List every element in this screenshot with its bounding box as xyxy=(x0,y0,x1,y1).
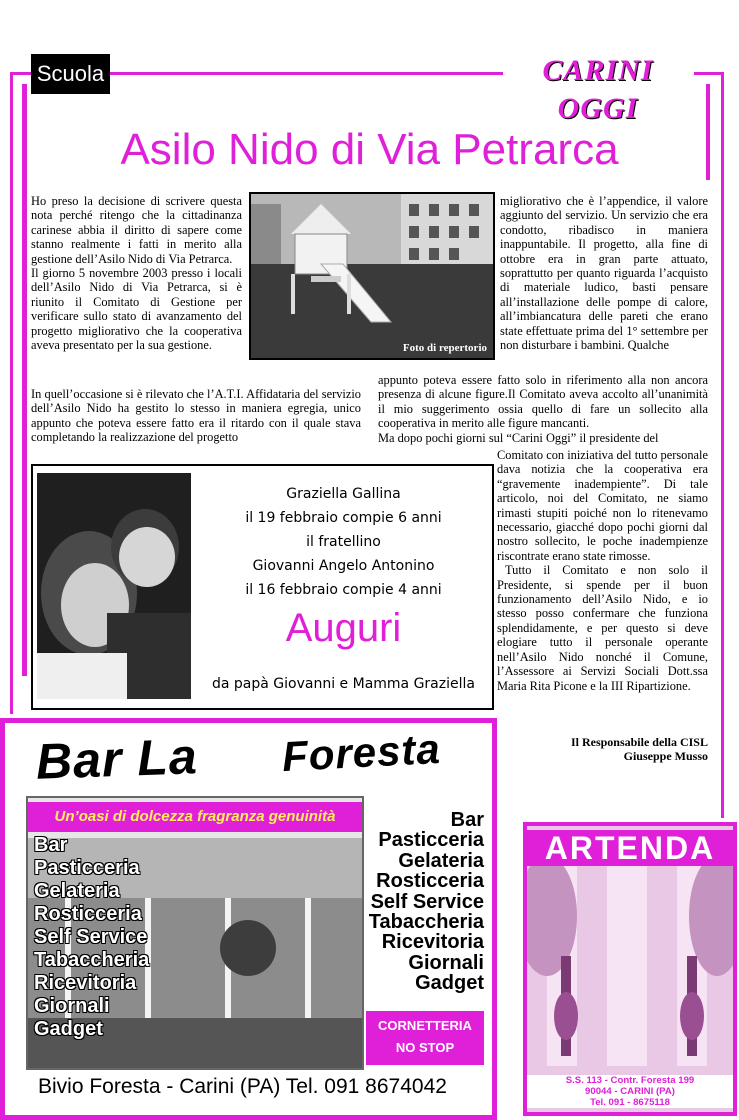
paragraph: In quell’occasione si è rilevato che l’A.T.I. Affidataria del servizio dell’Asilo Nido ha gestito lo stesso in maniera egregia, unico appunto che poteva essere fatto era il ritardo con il quale stava completando la realizzazione del progetto xyxy=(31,387,361,445)
artenda-address xyxy=(527,1075,733,1108)
bar-address: Bivio Foresta - Carini (PA) Tel. 091 8674042 xyxy=(38,1075,447,1098)
service-item: Bar xyxy=(34,834,68,856)
cornetteria-text: NO STOP xyxy=(395,1040,455,1055)
service-item: Self Service xyxy=(34,926,148,948)
artenda-advert xyxy=(523,822,737,1116)
curtain-illustration xyxy=(527,826,733,1112)
birthday-box xyxy=(31,464,494,710)
children-photo xyxy=(37,473,191,699)
service-item: Gadget xyxy=(34,1018,103,1040)
birthday-line: Giovanni Angelo Antonino xyxy=(252,558,435,574)
signature-name: Giuseppe Musso xyxy=(623,749,708,763)
service-item: Self Service xyxy=(370,890,484,913)
photo-caption: Foto di repertorio xyxy=(402,342,487,354)
birthday-line: il 19 febbraio compie 6 anni xyxy=(245,510,442,526)
frame-line xyxy=(721,72,724,818)
frame-line xyxy=(10,72,32,75)
services-list xyxy=(356,810,484,994)
signature-role: Il Responsabile della CISL xyxy=(570,735,708,749)
address-line: Tel. 091 - 8675118 xyxy=(590,1097,670,1108)
article-column-left xyxy=(31,194,242,352)
service-item: Giornali xyxy=(408,951,484,974)
address-line: 90044 - CARINI (PA) xyxy=(585,1086,675,1097)
service-item: Pasticceria xyxy=(34,857,140,879)
artenda-logo: ARTENDA xyxy=(527,830,733,866)
address-line: S.S. 113 - Contr. Foresta 199 xyxy=(565,1075,695,1086)
service-item: Gelateria xyxy=(398,849,484,872)
article-wide-right xyxy=(378,373,708,445)
birthday-signature: da papà Giovanni e Mamma Graziella xyxy=(212,676,475,692)
cornetteria-badge xyxy=(366,1011,484,1065)
birthday-line: il fratellino xyxy=(306,534,381,550)
service-item: Rosticceria xyxy=(34,903,142,925)
article-column-right-bottom xyxy=(497,448,708,693)
service-item: Pasticceria xyxy=(378,829,484,852)
paragraph: Tutto il Comitato e non solo il Presidente, si spende per il buon funzionamento dell’Asilo Nido, e io stesso posso confermare che funziona splendidamente, e per questo si deve elogiare tutto il personale operante nell’Asilo Nido nonché il Comune, l’Assessore ai Servizi Sociali Dott.ssa Maria Rita Picone e la III Ripartizione. xyxy=(497,563,708,693)
masthead-logo: CARINI OGGI xyxy=(542,54,654,125)
service-item: Tabaccheria xyxy=(34,949,150,971)
service-item: Ricevitoria xyxy=(34,972,137,994)
service-item: Gadget xyxy=(415,972,484,995)
paragraph: Ma dopo pochi giorni sul “Carini Oggi” il presidente del xyxy=(378,430,659,445)
bar-slogan: Un’oasi di dolcezza fragranza genuinità xyxy=(28,802,362,832)
bar-title: Foresta xyxy=(280,724,442,781)
section-label: Scuola xyxy=(31,54,110,94)
paragraph: Comitato con iniziativa del tutto personale dava notizia che la cooperativa era “gravemente inadempiente”. Di tale articolo, noi del Comitato, ne siamo rimasti stupiti poiché non lo ritenevamo necessario, giacché dopo pochi giorni dal nostro sollecito, le poche inadempienze riscontrate erano state rimosse. xyxy=(497,448,708,563)
birthday-line: Graziella Gallina xyxy=(286,486,401,502)
article-title: Asilo Nido di Via Petrarca xyxy=(120,125,619,174)
paragraph: Il giorno 5 novembre 2003 presso i locali dell’Asilo Nido di Via Petrarca, si è riunito il Comitato di Gestione per verificare sullo stato di avanzamento del progetto migliorativo che la cooperativa aveva presentato per la sua gestione. xyxy=(31,266,242,353)
article-wide-left xyxy=(31,387,361,445)
cornetteria-text: CORNETTERIA xyxy=(378,1018,472,1033)
bar-title: Bar La xyxy=(35,728,199,790)
playground-illustration xyxy=(251,194,493,358)
frame-line xyxy=(110,72,503,75)
article-column-right xyxy=(500,194,708,352)
service-item: Bar xyxy=(450,809,484,831)
paragraph: migliorativo che è l’appendice, il valore aggiunto del servizio. Un servizio che era condotto, ribadisco in maniera inappuntabile. Il progetto, alla fine di ottobre era in gran parte attuato, soprattutto per quanto riguarda l’acquisto di materiale ludico, basti pensare all’installazione delle pompe di calore, all’imbiancatura delle pareti che erano state effettuate prima del 1° settembre per non disturbare i bambini. Qualche xyxy=(500,194,708,353)
auguri-heading: Auguri xyxy=(285,606,402,650)
children-illustration xyxy=(37,473,191,699)
signature xyxy=(497,735,708,763)
service-item: Tabaccheria xyxy=(368,911,484,934)
bar-photo xyxy=(26,796,364,1070)
service-item: Ricevitoria xyxy=(381,931,484,954)
frame-line xyxy=(694,72,724,75)
paragraph: Ho preso la decisione di scrivere questa nota perché ritengo che la cittadinanza carinese abbia il diritto di sapere come stanno realmente i fatti in merito alla gestione dell’Asilo Nido di Via Petrarca. xyxy=(31,194,242,266)
service-item: Rosticceria xyxy=(376,870,484,893)
paragraph: appunto poteva essere fatto solo in riferimento alla non ancora presenza di alcune figure.Il Comitato aveva accolto all’unanimità il mio suggerimento ossia quello di fare un sollecito alla cooperativa in merito alle figure mancanti. xyxy=(378,373,708,431)
service-item: Giornali xyxy=(34,995,110,1017)
playground-photo xyxy=(249,192,495,360)
service-item: Gelateria xyxy=(34,880,120,902)
birthday-line: il 16 febbraio compie 4 anni xyxy=(245,582,442,598)
